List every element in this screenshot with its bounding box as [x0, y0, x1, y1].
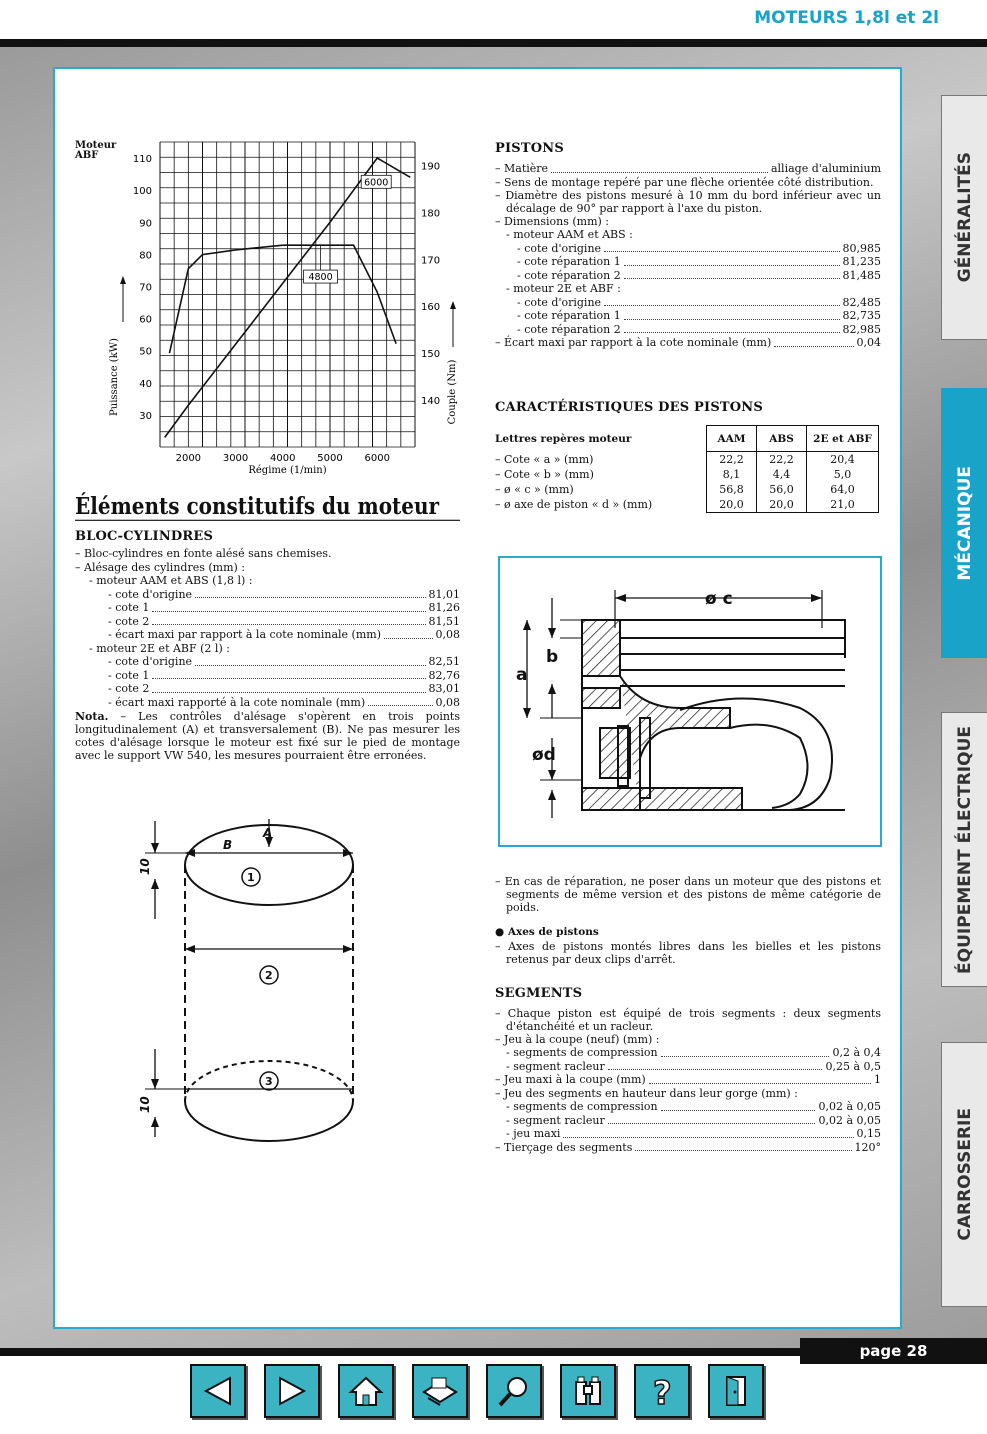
x-tick-label: 3000: [222, 453, 249, 464]
point-2-label: 2: [265, 969, 273, 982]
segments-heading: SEGMENTS: [495, 985, 583, 1001]
y-tick-label: 100: [132, 186, 152, 198]
spec-row: - cote 1 82,76: [108, 668, 460, 682]
x-tick-label: 6000: [364, 453, 390, 464]
carac-table: [495, 425, 879, 513]
print-icon: [420, 1374, 460, 1408]
next-button[interactable]: [264, 1364, 320, 1418]
spec-row: – Jeu maxi à la coupe (mm) 1: [495, 1073, 881, 1086]
exit-icon: [718, 1374, 754, 1408]
pistons-line: - moteur 2E et ABF :: [506, 282, 621, 295]
dim-bottom-label: 10: [138, 1096, 152, 1113]
bloc-line: - moteur 2E et ABF (2 l) :: [89, 641, 230, 655]
label-b: B: [223, 838, 233, 852]
label-c: ø c: [705, 589, 733, 609]
spec-row: - segment racleur 0,02 à 0,05: [506, 1113, 881, 1127]
spec-row: - cote 1 81,26: [108, 601, 460, 614]
tab-mecanique[interactable]: MÉCANIQUE: [941, 388, 987, 658]
y-tick-label: 110: [132, 154, 152, 166]
tab-equipement-electrique[interactable]: ÉQUIPEMENT ÉLECTRIQUE: [941, 712, 987, 987]
svg-text:?: ?: [653, 1374, 672, 1412]
y2-tick-label: 180: [421, 208, 441, 220]
y-tick-label: 80: [139, 250, 152, 262]
table-row: – ø « c » (mm) 56,8 56,0 64,0: [495, 482, 879, 497]
spec-row: - cote réparation 2 82,985: [517, 322, 881, 336]
exit-button[interactable]: [708, 1364, 764, 1418]
bloc-line: - moteur AAM et ABS (1,8 l) :: [89, 574, 253, 587]
spec-row: - segments de compression 0,02 à 0,05: [506, 1100, 881, 1113]
page-number: page 28: [800, 1338, 987, 1364]
y-tick-label: 40: [139, 378, 152, 390]
spec-row: - cote 2 83,01: [108, 682, 460, 695]
spec-row: – Écart maxi par rapport à la cote nominale (mm) 0,04: [495, 336, 881, 349]
spec-row: - cote d'origine 82,51: [108, 655, 460, 668]
home-button[interactable]: [338, 1364, 394, 1418]
spec-row: – Matière alliage d'aluminium: [495, 162, 881, 175]
pistons-line: - moteur AAM et ABS :: [506, 228, 633, 241]
y-axis-label: Puissance (kW): [109, 338, 120, 416]
segments-line: – Jeu des segments en hauteur dans leur gorge (mm) :: [495, 1086, 798, 1100]
section-title: MOTEURS 1,8l et 2l: [754, 8, 939, 28]
cylinder-diagram: [135, 819, 375, 1139]
nota-paragraph: Nota. – Les contrôles d'alésage s'opèrent en trois points longitudinalement (A) et transversalement (B). Ne pas mesurer les cotes d'alésage lorsque le moteur est fixé sur le pied de montage avec le support VW 540, les mesures pourraient être erronées.: [75, 710, 460, 762]
y-tick-label: 50: [139, 346, 152, 358]
spec-row: - segments de compression 0,2 à 0,4: [506, 1046, 881, 1059]
y2-tick-label: 160: [421, 302, 441, 314]
annotation-torque: 4800: [308, 272, 333, 284]
carac-col: AAM: [707, 426, 757, 452]
torque-curve: [169, 245, 396, 353]
segments-line: – Jeu à la coupe (neuf) (mm) :: [495, 1032, 660, 1046]
table-row: – Cote « b » (mm) 8,1 4,4 5,0: [495, 467, 879, 482]
print-button[interactable]: [412, 1364, 468, 1418]
spec-row: – Tierçage des segments 120°: [495, 1140, 881, 1154]
chart-title: Moteur ABF: [75, 140, 117, 161]
spec-row: - cote réparation 1 82,735: [517, 309, 881, 322]
spec-row: - jeu maxi 0,15: [506, 1127, 881, 1140]
piston-diagram: [500, 558, 880, 845]
spec-row: - cote 2 81,51: [108, 614, 460, 628]
y-tick-label: 30: [139, 410, 152, 422]
label-b: b: [546, 647, 559, 667]
y2-tick-label: 150: [421, 349, 441, 361]
find-button[interactable]: [560, 1364, 616, 1418]
label-d: ød: [532, 745, 556, 765]
search-icon: [496, 1374, 532, 1408]
pistons-line: – Dimensions (mm) :: [495, 214, 610, 228]
lower-right-text: [495, 875, 881, 1154]
previous-icon: [200, 1374, 236, 1408]
power-torque-chart: [105, 137, 458, 482]
pistons-heading: PISTONS: [495, 141, 564, 156]
binoculars-icon: [570, 1374, 606, 1408]
x-tick-label: 2000: [175, 453, 202, 464]
spec-row: - cote d'origine 81,01: [108, 587, 460, 601]
spec-row: - cote réparation 1 81,235: [517, 255, 881, 268]
segments-line: – Chaque piston est équipé de trois segments : deux segments d'étanchéité et un racleur.: [495, 1006, 881, 1033]
reparation-paragraph: – En cas de réparation, ne poser dans un moteur que des pistons et segments de même version et des pistons de même catégorie de poids.: [495, 875, 881, 914]
piston-diagram-frame: [498, 556, 882, 847]
content-panel: [53, 67, 902, 1329]
next-icon: [274, 1374, 310, 1408]
y2-axis-arrowhead: [450, 301, 456, 309]
axes-heading: ● Axes de pistons: [495, 926, 599, 938]
carac-col: 2E et ABF: [807, 426, 879, 452]
bloc-heading: BLOC-CYLINDRES: [75, 529, 214, 544]
help-icon: [644, 1374, 680, 1412]
spec-row: - segment racleur 0,25 à 0,5: [506, 1059, 881, 1073]
carac-col0: Lettres repères moteur: [495, 432, 632, 445]
bloc-line: – Alésage des cylindres (mm) :: [75, 560, 246, 574]
bloc-section: [75, 529, 460, 762]
tab-carrosserie[interactable]: CARROSSERIE: [941, 1042, 987, 1307]
y-tick-label: 90: [139, 218, 152, 230]
y2-tick-label: 190: [421, 161, 441, 173]
table-row: – ø axe de piston « d » (mm) 20,0 20,0 21,0: [495, 497, 879, 513]
y-tick-label: 70: [139, 282, 152, 294]
axes-paragraph: – Axes de pistons montés libres dans les bielles et les pistons retenus par deux clips d'arrêt.: [495, 939, 881, 966]
pistons-line: – Sens de montage repéré par une flèche orientée côté distribution.: [495, 175, 874, 189]
table-row: – Cote « a » (mm) 22,2 22,2 20,4: [495, 452, 879, 468]
point-3-label: 3: [265, 1075, 273, 1088]
pistons-section: [495, 141, 881, 350]
search-button[interactable]: [486, 1364, 542, 1418]
y-tick-label: 60: [139, 314, 152, 326]
annotation-power: 6000: [364, 177, 389, 189]
dim-top-label: 10: [138, 858, 152, 875]
home-icon: [348, 1374, 384, 1408]
main-title: Éléments constitutifs du moteur: [75, 492, 460, 521]
x-axis-label: Régime (1/min): [248, 465, 327, 476]
y2-tick-label: 140: [421, 396, 441, 408]
previous-button[interactable]: [190, 1364, 246, 1418]
y2-tick-label: 170: [421, 255, 441, 267]
carac-heading: CARACTÉRISTIQUES DES PISTONS: [495, 400, 763, 415]
x-tick-label: 5000: [317, 453, 343, 464]
spec-row: - cote d'origine 80,985: [517, 241, 881, 255]
x-tick-label: 4000: [270, 453, 296, 464]
label-a: A: [263, 826, 273, 840]
carac-col: ABS: [757, 426, 807, 452]
point-1-label: 1: [247, 871, 255, 884]
y2-axis-label: Couple (Nm): [447, 359, 458, 425]
y-axis-arrowhead: [120, 276, 126, 284]
spec-row: - cote réparation 2 81,485: [517, 268, 881, 282]
label-a: a: [516, 665, 528, 685]
help-button[interactable]: [634, 1364, 690, 1418]
nav-toolbar: [190, 1364, 764, 1418]
spec-row: - écart maxi rapporté à la cote nominale (mm) 0,08: [108, 695, 460, 709]
spec-row: - écart maxi par rapport à la cote nominale (mm) 0,08: [108, 628, 460, 641]
top-rule: [0, 39, 987, 47]
bloc-line: – Bloc-cylindres en fonte alésé sans chemises.: [75, 547, 332, 560]
tab-generalites[interactable]: GÉNÉRALITÉS: [941, 95, 987, 340]
pistons-line: – Diamètre des pistons mesuré à 10 mm du bord inférieur avec un décalage de 90° par rapport à l'axe du piston.: [495, 188, 881, 215]
spec-row: - cote d'origine 82,485: [517, 295, 881, 309]
